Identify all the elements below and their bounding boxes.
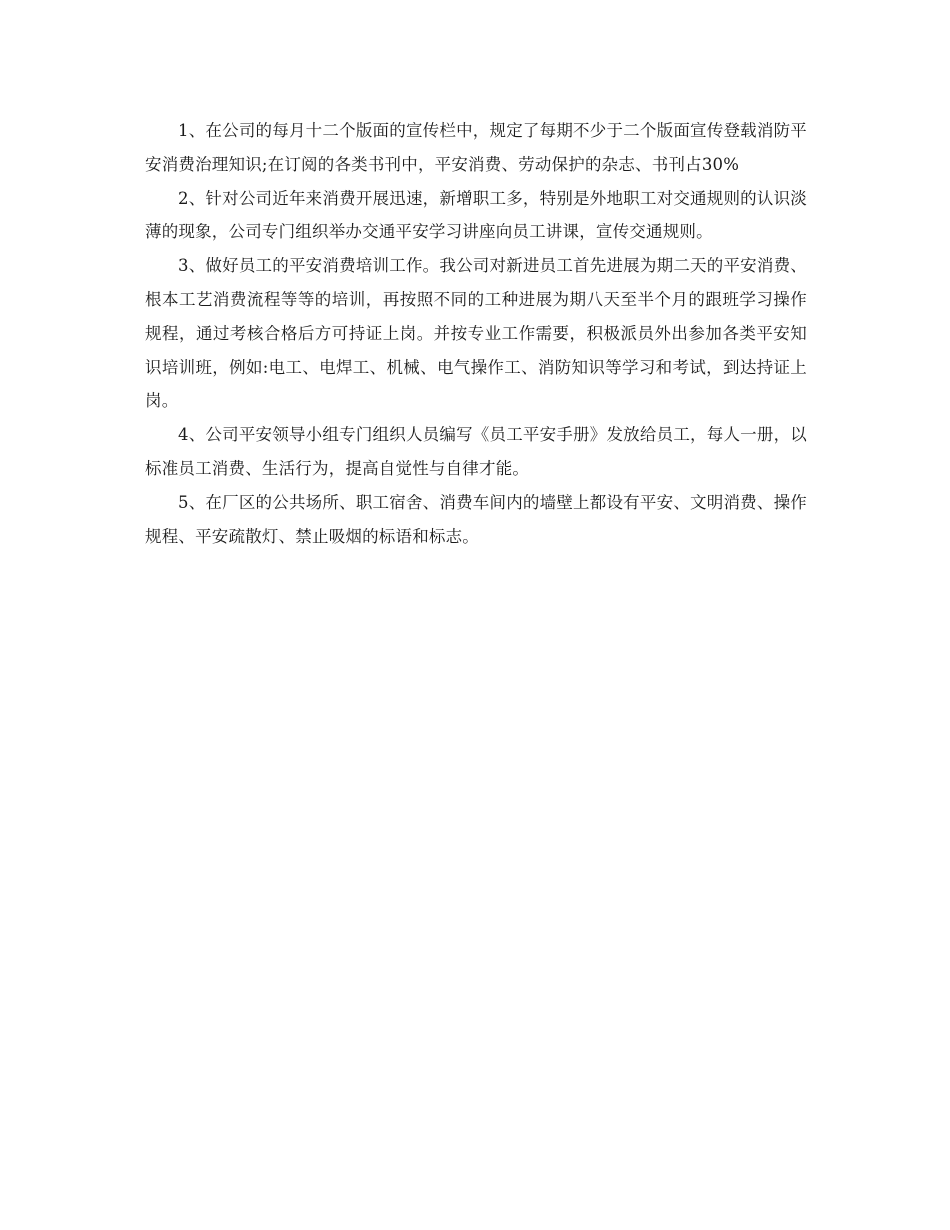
paragraph-2: 2、针对公司近年来消费开展迅速，新增职工多，特别是外地职工对交通规则的认识淡薄的现象，公司专门组织举办交通平安学习讲座向员工讲课，宣传交通规则。 <box>145 188 807 242</box>
document-body <box>145 114 807 553</box>
paragraph-1: 1、在公司的每月十二个版面的宣传栏中，规定了每期不少于二个版面宣传登载消防平安消费治理知识;在订阅的各类书刊中，平安消费、劳动保护的杂志、书刊占30% <box>145 121 807 174</box>
paragraph-4: 4、公司平安领导小组专门组织人员编写《员工平安手册》发放给员工，每人一册，以标准员工消费、生活行为，提高自觉性与自律才能。 <box>145 425 807 478</box>
paragraph-5: 5、在厂区的公共场所、职工宿舍、消费车间内的墙壁上都设有平安、文明消费、操作规程、平安疏散灯、禁止吸烟的标语和标志。 <box>145 492 807 546</box>
paragraph-3: 3、做好员工的平安消费培训工作。我公司对新进员工首先进展为期二天的平安消费、根本工艺消费流程等等的培训，再按照不同的工种进展为期八天至半个月的跟班学习操作规程，通过考核合格后方可持证上岗。并按专业工作需要，积极派员外出参加各类平安知识培训班，例如:电工、电焊工、机械、电气操作工、消防知识等学习和考试，到达持证上岗。 <box>145 256 807 411</box>
